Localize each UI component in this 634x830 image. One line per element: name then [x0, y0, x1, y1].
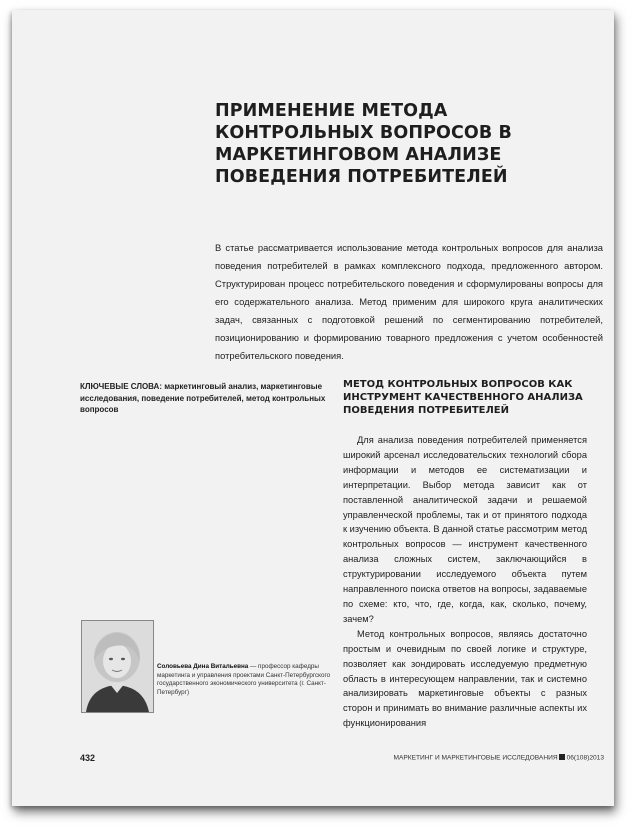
author-portrait-image — [82, 621, 153, 712]
article-abstract: В статье рассматривается использование метода контрольных вопросов для анализа поведения потребителей в рамках комплексного подхода, предложенного автором. Структурирован процесс потребительского поведения и сформулированы вопросы для его содержательного анализа. Метод применим для широкого круга аналитических задач, связанных с подготовкой решений по сегментированию потребителей, позиционированию и формированию товарного предложения с учетом особенностей потребительского поведения. — [215, 242, 603, 361]
body-paragraph: Для анализа поведения потребителей применяется широкий арсенал исследовательских технологий сбора информации и методов ее систематизации и интерпретации. Выбор метода зависит как от поставленной аналитической задачи и решаемой управленческой проблемы, так и от принятого подхода к изучению объекта. В данной статье рассмотрим метод контрольных вопросов — инструмент качественного анализа сложных систем, заключающийся в структурировании исследуемого объекта путем направленного поиска ответов на вопросы, задаваемые по схеме: кто, что, где, когда, как, сколько, почему, зачем? — [343, 435, 587, 624]
article-title: ПРИМЕНЕНИЕ МЕТОДА КОНТРОЛЬНЫХ ВОПРОСОВ В МАРКЕТИНГОВОМ АНАЛИЗЕ ПОВЕДЕНИЯ ПОТРЕБИТЕЛЕЙ — [215, 101, 512, 187]
author-info — [157, 663, 335, 697]
page-number: 432 — [80, 753, 96, 763]
issue-number: 06(108)2013 — [566, 754, 604, 762]
section-title: МЕТОД КОНТРОЛЬНЫХ ВОПРОСОВ КАК ИНСТРУМЕНТ КАЧЕСТВЕННОГО АНАЛИЗА ПОВЕДЕНИЯ ПОТРЕБИТЕЛЕЙ — [343, 379, 583, 416]
journal-page — [12, 10, 614, 806]
author-photo — [81, 620, 154, 713]
square-bullet-icon — [559, 754, 565, 760]
keywords: КЛЮЧЕВЫЕ СЛОВА: маркетинговый анализ, маркетинговые исследования, поведение потребителей, метод контрольных вопросов — [80, 382, 326, 414]
journal-name: МАРКЕТИНГ И МАРКЕТИНГОВЫЕ ИССЛЕДОВАНИЯ — [393, 754, 558, 762]
author-name: Соловьева Дина Витальевна — [157, 663, 249, 670]
author-bio: — профессор кафедры маркетинга и управления проектами Санкт-Петербургского государственного экономического университета (г. Санкт-Петербург) — [157, 663, 331, 696]
journal-footer — [380, 754, 604, 762]
body-paragraph: Метод контрольных вопросов, являясь достаточно простым и очевидным по своей логике и структуре, позволяет как зондировать исследуемую предметную область в интересующем направлении, так и системно анализировать маркетинговые объекты с разных сторон и принимать во внимание различные аспекты их функционирования — [343, 628, 587, 729]
article-body — [343, 433, 587, 731]
